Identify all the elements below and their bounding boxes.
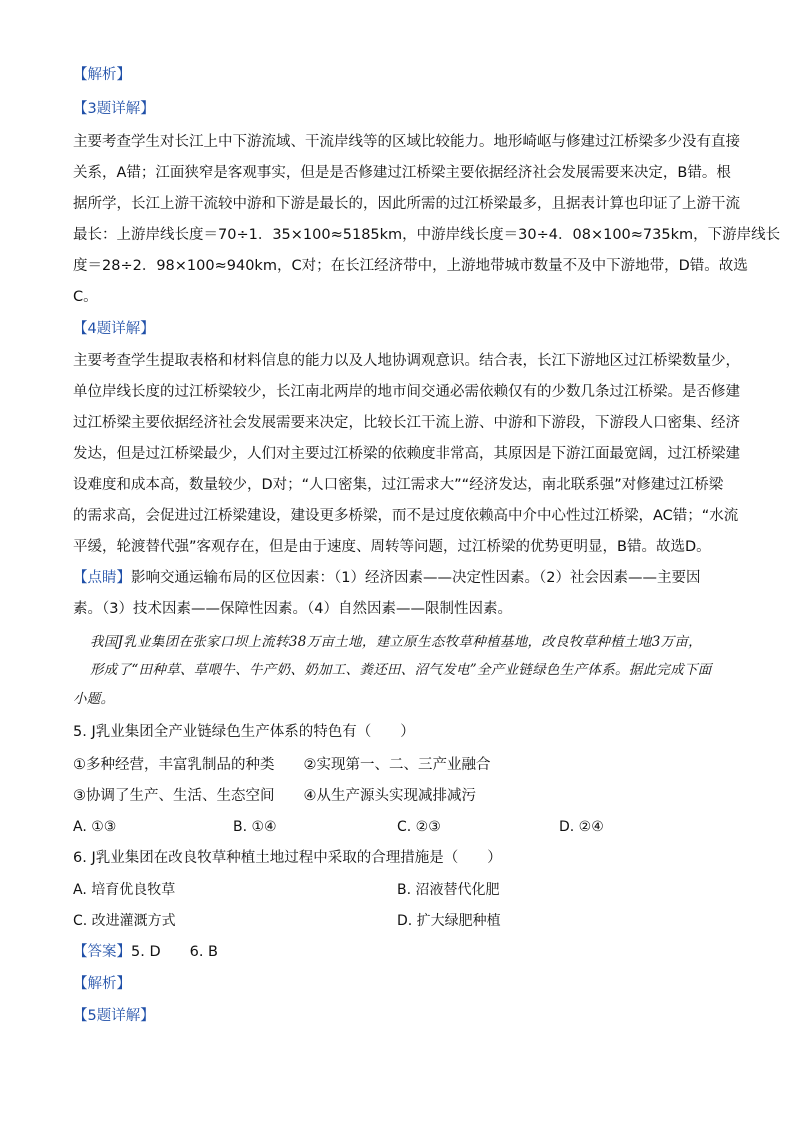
q5-option-b: B. ①④ [233,819,277,835]
q6-option-a: A. 培育优良牧草 [73,882,176,898]
q3-line: 关系，A错；江面狭窄是客观事实，但是是否修建过江桥梁主要依据经济社会发展需要来决定，B错。根 [73,165,731,181]
q4-line: 发达，但是过江桥梁最少，人们对主要过江桥梁的依赖度非常高，其原因是下游江面最宽阔，过江桥梁建 [73,446,740,462]
q4-line: 过江桥梁主要依据经济社会发展需要来决定，比较长江干流上游、中游和下游段，下游段人口密集、经济 [73,415,740,431]
q5-option-d: D. ②④ [559,819,604,835]
q4-heading: 【4题详解】 [73,321,155,337]
tip-line-2: 素。（3）技术因素——保障性因素。（4）自然因素——限制性因素。 [73,601,512,617]
q5-statement: ③协调了生产、生活、生态空间 ④从生产源头实现减排减污 [73,788,476,804]
tip-text: 影响交通运输布局的区位因素：（1）经济因素——决定性因素。（2）社会因素——主要因 [131,570,701,586]
q5-option-a: A. ①③ [73,819,117,835]
q3-heading: 【3题详解】 [73,101,155,117]
intro-line: 小题。 [73,691,115,707]
q3-line: 最长：上游岸线长度＝70÷1．35×100≈5185km，中游岸线长度＝30÷4．08×100≈735km，下游岸线长 [73,227,781,243]
q6-option-d: D. 扩大绿肥种植 [397,913,501,929]
q6-stem: 6. J乳业集团在改良牧草种植土地过程中采取的合理措施是（ ） [73,850,502,866]
q6-option-c: C. 改进灌溉方式 [73,913,176,929]
q3-line: C。 [73,289,98,305]
tip-label: 【点睛】 [73,570,131,586]
answer-label: 【答案】 [73,944,131,960]
analysis-heading: 【解析】 [73,67,131,83]
answer-line [73,943,723,961]
analysis-heading-2: 【解析】 [73,976,131,992]
q4-line: 平缓，轮渡替代强”客观存在，但是由于速度、周转等问题，过江桥梁的优势更明显，B错。故选D。 [73,539,711,555]
tip-line [73,569,723,587]
q4-line: 单位岸线长度的过江桥梁较少，长江南北两岸的地市间交通必需依赖仅有的少数几条过江桥梁。是否修建 [73,384,740,400]
answer-text: 5. D 6. B [131,944,218,960]
intro-line: 我国J乳业集团在张家口坝上流转38万亩土地，建立原生态牧草种植基地，改良牧草种植土地3万亩， [90,634,702,650]
q3-line: 据所学，长江上游干流较中游和下游是最长的，因此所需的过江桥梁最多，且据表计算也印证了上游干流 [73,196,740,212]
q4-line: 主要考查学生提取表格和材料信息的能力以及人地协调观意识。结合表，长江下游地区过江桥梁数量少， [73,353,740,369]
q5-statement: ①多种经营，丰富乳制品的种类 ②实现第一、二、三产业融合 [73,757,491,773]
q5-heading: 【5题详解】 [73,1008,155,1024]
intro-line: 形成了“田种草、草喂牛、牛产奶、奶加工、粪还田、沼气发电”全产业链绿色生产体系。据此完成下面 [90,662,712,678]
q4-line: 的需求高，会促进过江桥梁建设，建设更多桥梁，而不是过度依赖高中介中心性过江桥梁，AC错；“水流 [73,508,739,524]
q4-line: 设难度和成本高，数量较少，D对；“人口密集，过江需求大”“经济发达，南北联系强”对修建过江桥梁 [73,477,724,493]
q3-line: 主要考查学生对长江上中下游流域、干流岸线等的区域比较能力。地形崎岖与修建过江桥梁多少没有直接 [73,134,740,150]
q3-line: 度＝28÷2．98×100≈940km，C对；在长江经济带中，上游地带城市数量不及中下游地带，D错。故选 [73,258,748,274]
q5-stem: 5. J乳业集团全产业链绿色生产体系的特色有（ ） [73,724,415,740]
q6-option-b: B. 沼液替代化肥 [397,882,500,898]
q5-option-c: C. ②③ [397,819,441,835]
